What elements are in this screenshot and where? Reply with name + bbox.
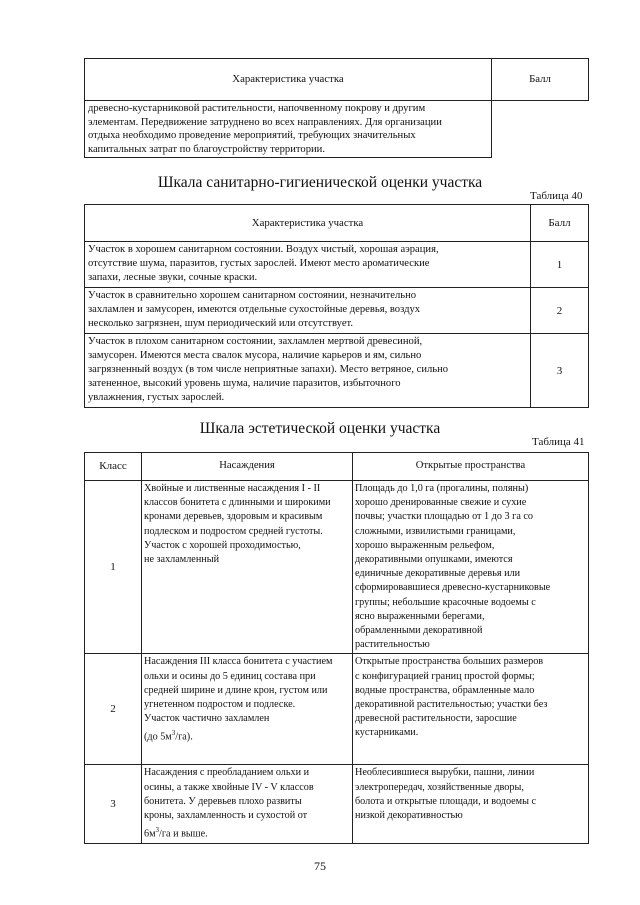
text-line: с конфигурацией границ простой формы; — [355, 670, 535, 682]
text-line: кустарниками. — [355, 727, 419, 739]
text-line: классов бонитета с длинными и широкими — [144, 497, 331, 509]
class-value: 2 — [85, 654, 142, 765]
class-value: 1 — [85, 481, 142, 654]
table-row — [85, 481, 589, 654]
continued-text — [85, 101, 492, 158]
text-line: водные пространства, обрамленные мало — [355, 684, 535, 696]
page-number: 75 — [314, 859, 326, 873]
density-suffix: /га). — [175, 731, 193, 743]
table-row — [85, 765, 589, 844]
text-line: Необлесившиеся вырубки, пашни, линии — [355, 767, 535, 779]
header-class: Класс — [85, 453, 142, 481]
text-line: Открытые пространства больших размеров — [355, 656, 544, 668]
text-line: подлеском и подростом средней густоты. — [144, 525, 323, 537]
text-line: отсутствие шума, паразитов, густых зарослей. Имеют место ароматические — [88, 258, 430, 269]
text-line: отдыха необходимо проведение мероприятий, требующих значительных — [88, 130, 416, 141]
score-value: 1 — [531, 242, 589, 288]
table-row — [85, 288, 589, 334]
text-line: сложными, извилистыми границами, — [355, 525, 516, 537]
text-line: древесной растительности, заросшие — [355, 713, 517, 725]
text-line: кронами деревьев, здоровым и красивым — [144, 511, 323, 523]
text-line: древесно-кустарниковой растительности, напочвенному покрову и другим — [88, 103, 426, 114]
table-41-label: Таблица 41 — [532, 436, 585, 448]
text-line: элементам. Передвижение затруднено во всех направлениях. Для организации — [88, 116, 442, 128]
plantings-cell — [142, 765, 353, 844]
text-line: обрамленными декоративной — [355, 625, 483, 637]
text-line: низкой декоративностью — [355, 810, 463, 822]
text-line: кроны, захламленность и сухостой от — [144, 810, 308, 822]
text-line: Насаждения с преобладанием ольхи и — [144, 767, 310, 779]
table-row — [85, 334, 589, 408]
text-line: Участок частично захламлен — [144, 713, 270, 725]
header-score: Балл — [531, 205, 589, 242]
text-line: угнетенном подростом и подлеске. — [144, 699, 296, 711]
density-suffix: /га и выше. — [159, 828, 208, 840]
header-plantings: Насаждения — [142, 453, 353, 481]
text-line: осины, а также хвойные IV - V классов — [144, 781, 314, 793]
text-line: декоративными опушками, имеются — [355, 554, 513, 566]
text-line: растительностью — [355, 639, 430, 651]
text-line: Участок в плохом санитарном состоянии, захламлен мертвой древесиной, — [88, 336, 423, 347]
text-line: хорошо выраженным рельефом, — [355, 539, 495, 551]
text-line — [144, 726, 350, 745]
density-prefix: (до 5м — [144, 731, 172, 743]
table-row — [85, 654, 589, 765]
score-value: 2 — [531, 288, 589, 334]
header-open-spaces: Открытые пространства — [353, 453, 589, 481]
text-line: почвы; участки площадью от 1 до 3 га со — [355, 511, 534, 523]
text-line: увлажнения, густых зарослей. — [88, 392, 225, 403]
density-prefix: 6м — [144, 828, 156, 840]
text-line — [144, 823, 350, 842]
text-line: единичные декоративные деревья или — [355, 568, 521, 580]
text-line: загрязненный воздух (в том числе неприятные запахи). Место ветряное, сильно — [88, 364, 449, 375]
text-line: капитальных затрат по благоустройству территории. — [88, 143, 325, 155]
open-spaces-cell — [353, 654, 589, 765]
aesthetic-table — [84, 452, 589, 844]
text-line: группы; небольшие красочные водоемы с — [355, 596, 536, 608]
open-spaces-cell — [353, 765, 589, 844]
text-line: бонитета. У деревьев плохо развиты — [144, 795, 302, 807]
plantings-cell — [142, 481, 353, 654]
text-line: несколько загрязнен, шум периодический или отсутствует. — [88, 318, 354, 329]
text-line: средней ширине и длине крон, густом или — [144, 684, 328, 696]
score-value: 3 — [531, 334, 589, 408]
sanitary-table — [84, 204, 589, 408]
open-spaces-cell — [353, 481, 589, 654]
text-line: затененное, высокий уровень шума, наличие паразитов, избыточного — [88, 378, 401, 389]
text-line: Участок в сравнительно хорошем санитарном состоянии, незначительно — [88, 290, 417, 301]
text-line: замусорен. Имеются места свалок мусора, наличие карьеров и ям, сильно — [88, 350, 422, 361]
text-line: Участок в хорошем санитарном состоянии. Воздух чистый, хорошая аэрация, — [88, 244, 439, 255]
sanitary-title: Шкала санитарно-гигиенической оценки участка — [157, 174, 483, 191]
superscript: 3 — [155, 826, 160, 835]
text-line: Площадь до 1,0 га (прогалины, поляны) — [355, 483, 529, 494]
table-40-label: Таблица 40 — [530, 190, 583, 202]
text-line: ольхи и осины до 5 единиц состава при — [144, 670, 316, 682]
text-line: сформировавшиеся древесно-кустарниковые — [355, 582, 551, 594]
text-line: хорошо дренированные свежие и сухие — [355, 497, 527, 509]
empty-score-cell — [492, 101, 589, 158]
text-line: Участок с хорошей проходимостью, — [144, 539, 301, 551]
continued-table — [84, 58, 589, 158]
text-line: захламлен и замусорен, имеются отдельные сухостойные деревья, воздух — [88, 304, 421, 315]
aesthetic-title: Шкала эстетической оценки участка — [199, 420, 441, 437]
text-line: не захламленный — [144, 554, 220, 566]
text-line: запахи, лесные звуки, сочные краски. — [88, 272, 258, 283]
header-characteristic: Характеристика участка — [85, 59, 492, 101]
plantings-cell — [142, 654, 353, 765]
text-line: болота и открытые площади, и водоемы с — [355, 795, 537, 807]
text-line: электропередач, хозяйственные дворы, — [355, 781, 524, 793]
class-value: 3 — [85, 765, 142, 844]
text-line: Насаждения III класса бонитета с участием — [144, 656, 333, 668]
superscript: 3 — [171, 729, 176, 738]
header-characteristic: Характеристика участка — [85, 205, 531, 242]
text-line: декоративной растительностью; участки без — [355, 699, 548, 711]
table-row — [85, 242, 589, 288]
header-score: Балл — [492, 59, 589, 101]
text-line: Хвойные и лиственные насаждения I - II — [144, 483, 321, 494]
text-line: ясно выраженными берегами, — [355, 610, 485, 622]
